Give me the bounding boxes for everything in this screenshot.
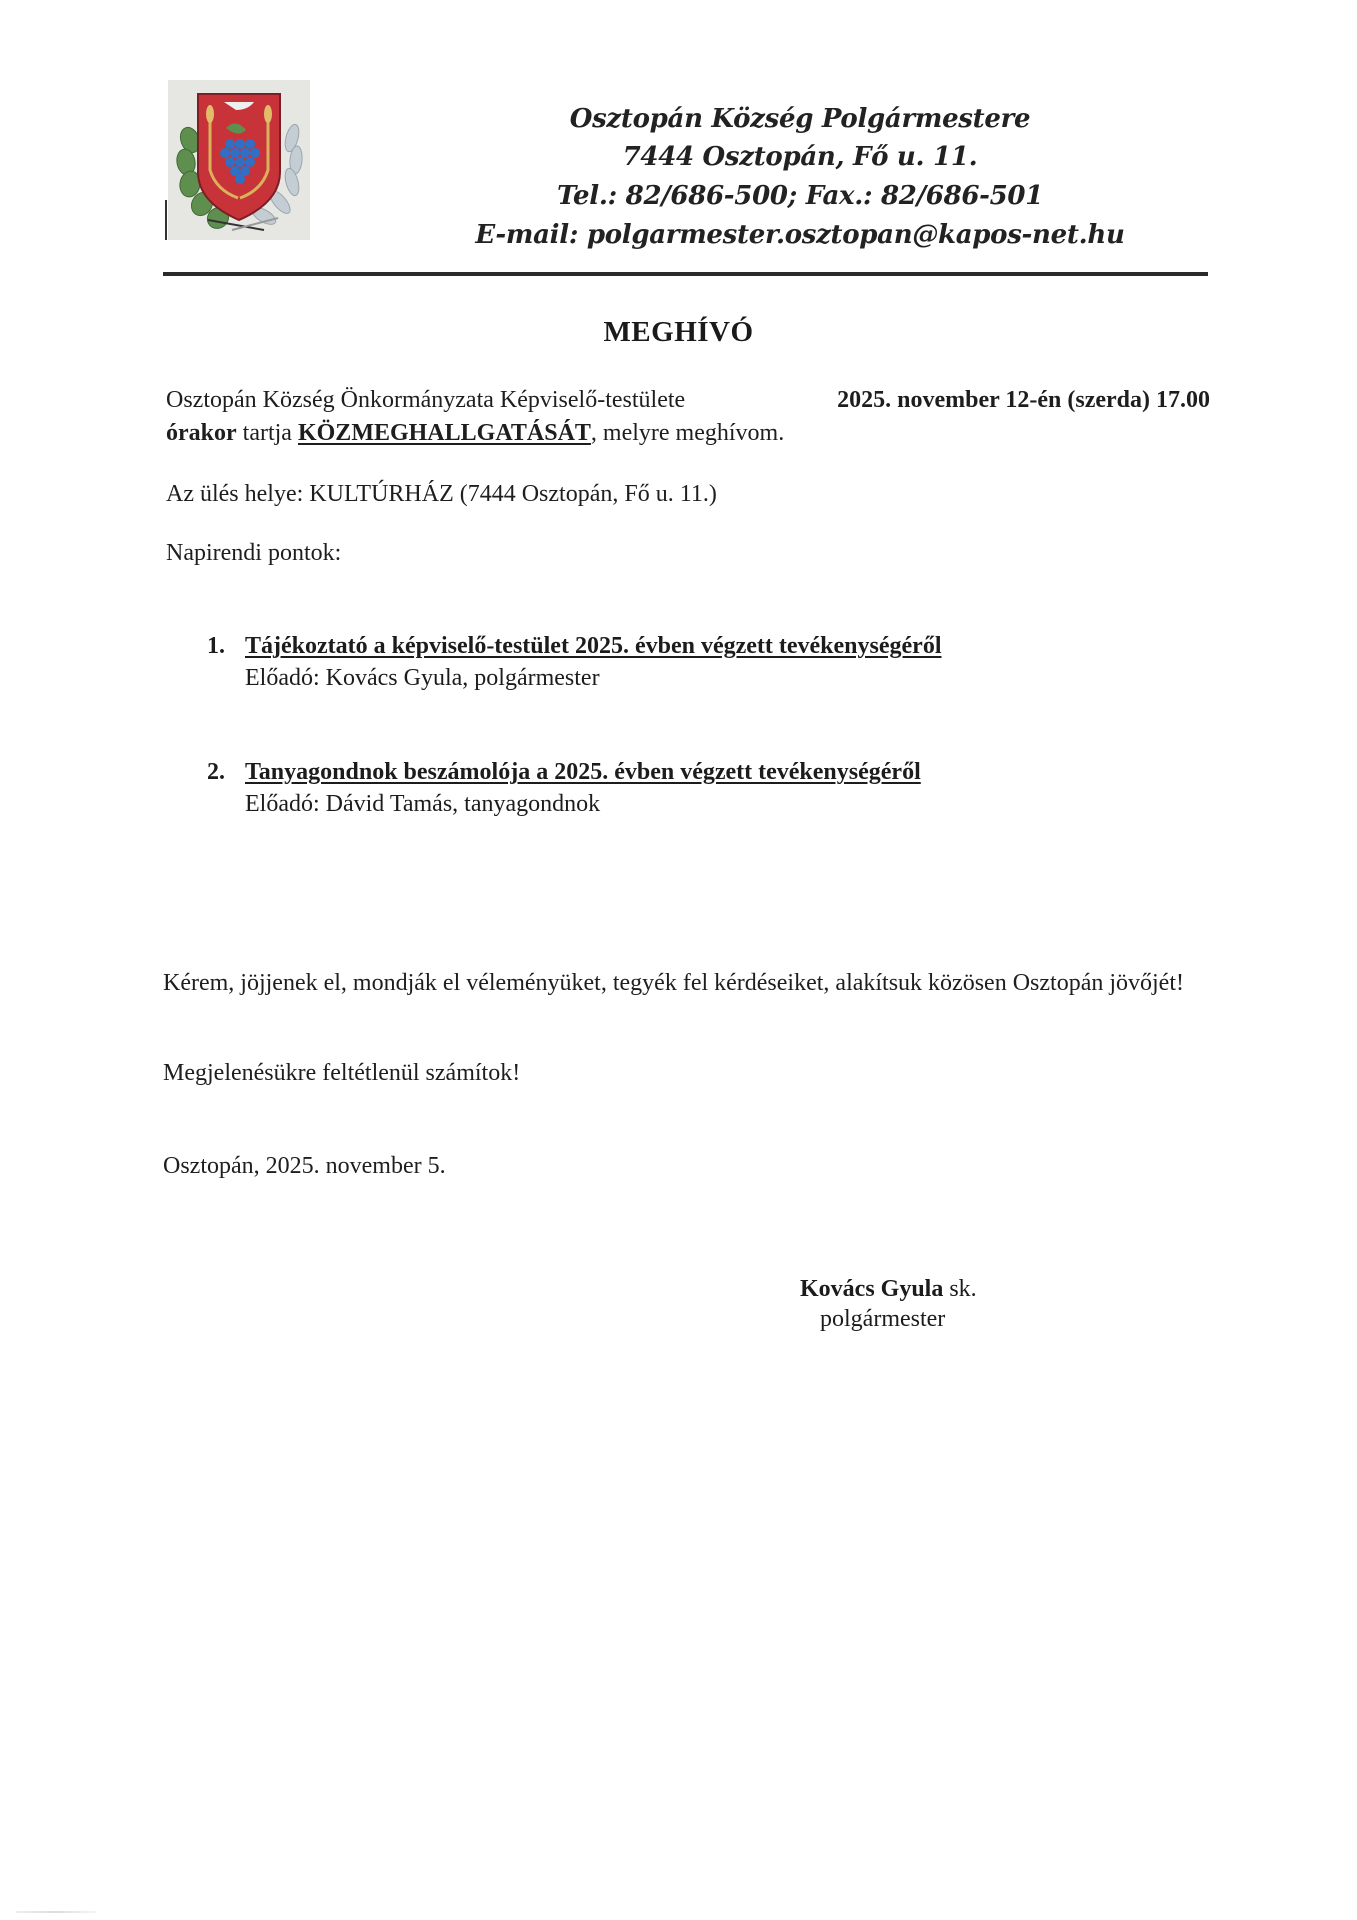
logo-border-mark	[165, 200, 167, 240]
place-and-date: Osztopán, 2025. november 5.	[163, 1153, 446, 1179]
header-divider	[163, 272, 1208, 276]
meeting-venue: Az ülés helye: KULTÚRHÁZ (7444 Osztopán, Fő u. 11.)	[166, 481, 717, 507]
agenda-item-number: 2.	[207, 759, 225, 785]
signature-suffix: sk.	[943, 1276, 977, 1302]
letterhead-phone-fax: Tel.: 82/686-500; Fax.: 82/686-501	[556, 181, 1044, 211]
signature-line	[800, 1274, 977, 1304]
intro-verb: tartja	[242, 420, 292, 446]
agenda-item-presenter: Előadó: Dávid Tamás, tanyagondnok	[245, 791, 601, 817]
scan-artifact	[16, 1911, 96, 1913]
coat-of-arms-icon	[168, 80, 310, 240]
invitation-line-1	[166, 384, 1210, 417]
agenda-item-title: Tájékoztató a képviselő-testület 2025. évben végzett tevékenységéről	[245, 633, 942, 659]
agenda-item-presenter: Előadó: Kovács Gyula, polgármester	[245, 665, 600, 691]
invitation-line-2	[166, 417, 1210, 450]
signatory-role: polgármester	[820, 1306, 946, 1332]
intro-tail: , melyre meghívom.	[590, 420, 785, 446]
letterhead-address: 7444 Osztopán, Fő u. 11.	[622, 142, 978, 172]
agenda-item-title: Tanyagondnok beszámolója a 2025. évben végzett tevékenységéről	[245, 759, 921, 785]
coat-of-arms-logo	[168, 80, 310, 240]
letterhead-email: E-mail: polgarmester.osztopan@kapos-net.hu	[475, 220, 1125, 250]
invitation-paragraph	[166, 384, 1210, 450]
intro-text: Osztopán Község Önkormányzata Képviselő-testülete	[166, 387, 686, 413]
meeting-time-word: órakor	[166, 420, 237, 446]
document-title: MEGHÍVÓ	[603, 316, 754, 348]
closing-paragraph: Kérem, jöjjenek el, mondják el véleményüket, tegyék fel kérdéseiket, alakítsuk közösen Osztopán jövőjét!	[163, 970, 1184, 996]
agenda-label: Napirendi pontok:	[166, 540, 342, 566]
signatory-name: Kovács Gyula	[800, 1276, 944, 1302]
letterhead-office: Osztopán Község Polgármestere	[569, 104, 1031, 134]
agenda-item-number: 1.	[207, 633, 225, 659]
event-name: KÖZMEGHALLGATÁSÁT	[297, 420, 591, 446]
meeting-date: 2025. november 12-én (szerda) 17.00	[837, 387, 1210, 413]
closing-remark: Megjelenésükre feltétlenül számítok!	[163, 1060, 521, 1086]
